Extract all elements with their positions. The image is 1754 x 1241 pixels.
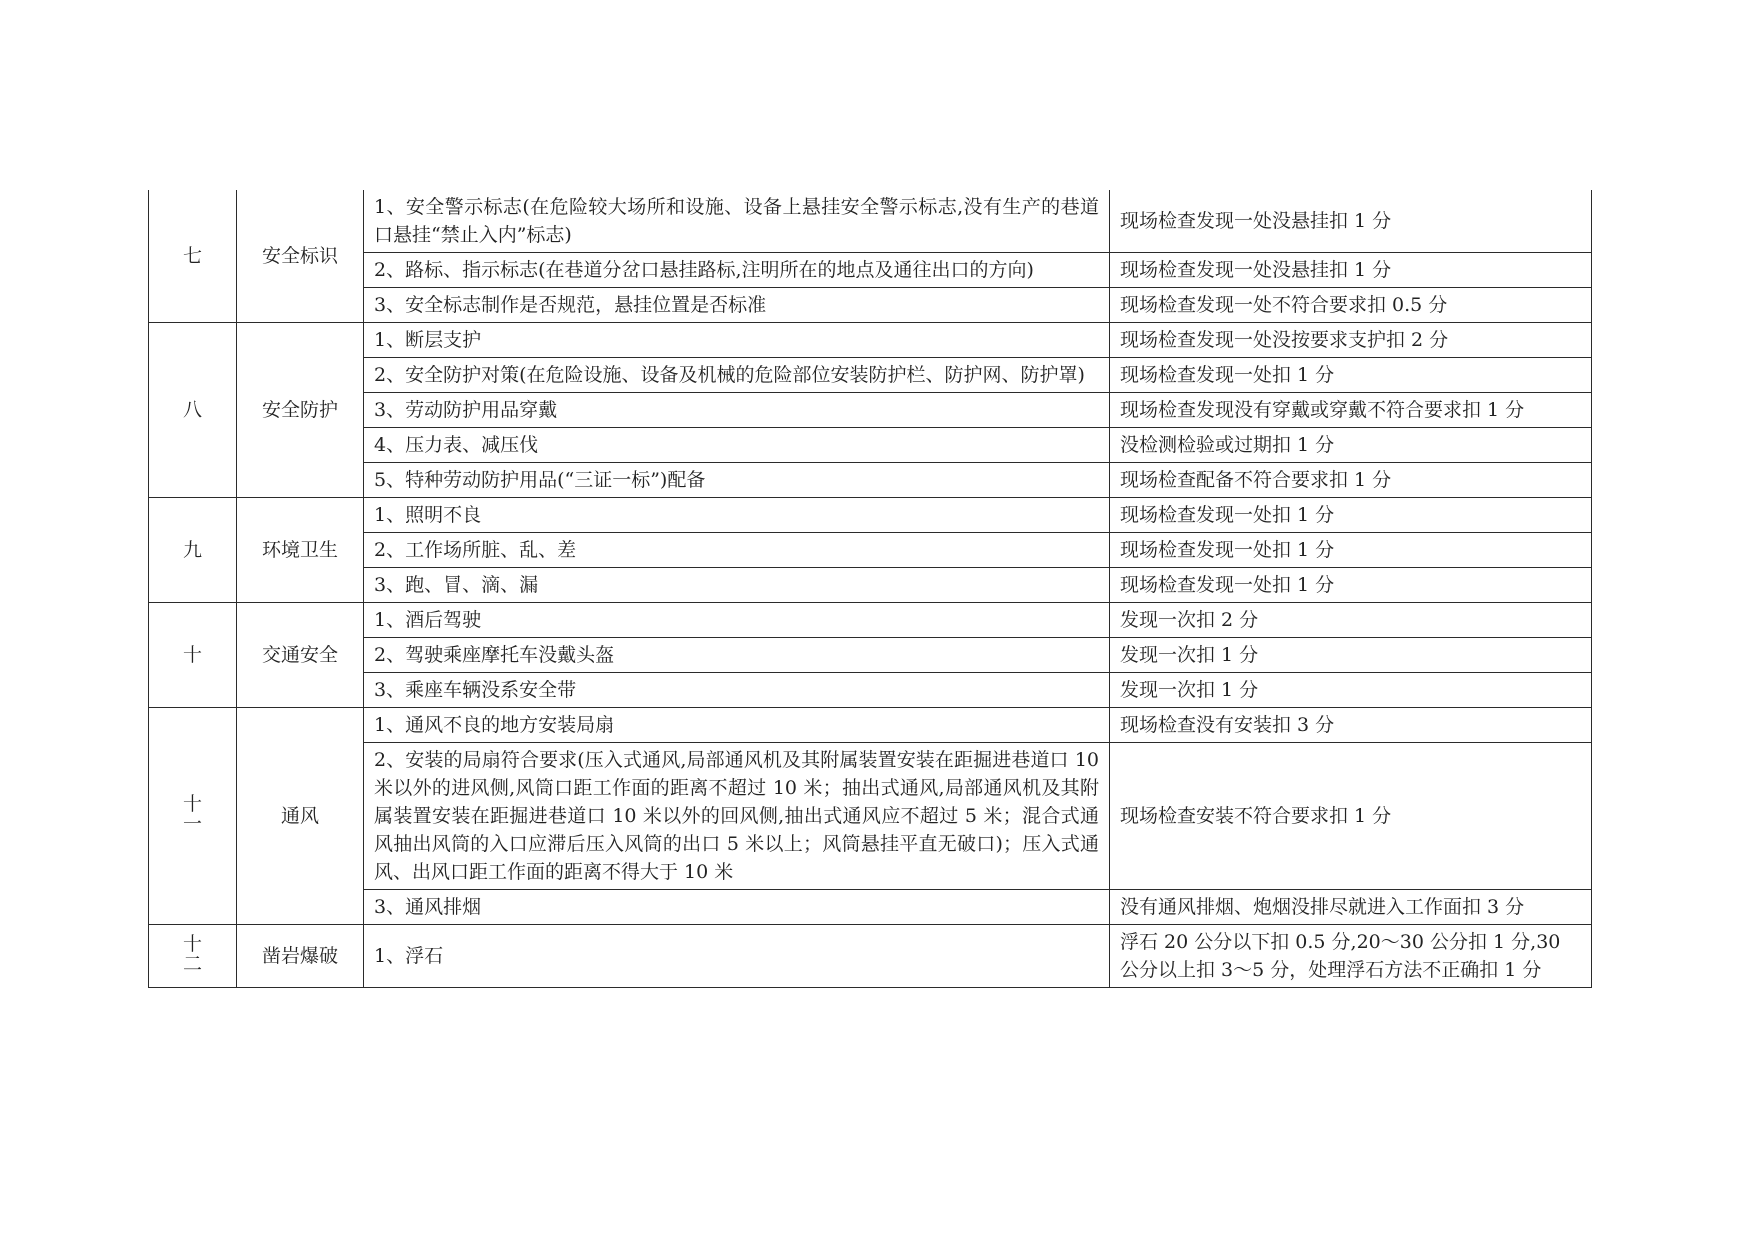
section-number (149, 708, 237, 925)
check-item: 2、安全防护对策(在危险设施、设备及机械的危险部位安装防护栏、防护网、防护罩) (364, 358, 1110, 393)
table-row (149, 708, 1592, 743)
check-item: 5、特种劳动防护用品(“三证一标”)配备 (364, 463, 1110, 498)
table-row (149, 288, 1592, 323)
section-category: 凿岩爆破 (237, 925, 364, 988)
table-row (149, 463, 1592, 498)
table-row (149, 253, 1592, 288)
check-item: 3、通风排烟 (364, 890, 1110, 925)
section-category: 安全防护 (237, 323, 364, 498)
section-number-text: 十一 (182, 793, 202, 835)
deduction-rule: 现场检查配备不符合要求扣 1 分 (1110, 463, 1592, 498)
table-row (149, 358, 1592, 393)
deduction-rule: 没有通风排烟、炮烟没排尽就进入工作面扣 3 分 (1110, 890, 1592, 925)
check-item: 3、乘座车辆没系安全带 (364, 673, 1110, 708)
deduction-rule: 现场检查发现一处不符合要求扣 0.5 分 (1110, 288, 1592, 323)
safety-checklist-table (148, 190, 1592, 988)
check-item: 3、安全标志制作是否规范，悬挂位置是否标准 (364, 288, 1110, 323)
section-number-text: 八 (182, 399, 202, 421)
deduction-rule: 现场检查安装不符合要求扣 1 分 (1110, 743, 1592, 890)
check-item: 1、浮石 (364, 925, 1110, 988)
deduction-rule: 现场检查发现一处没悬挂扣 1 分 (1110, 253, 1592, 288)
deduction-rule: 浮石 20 公分以下扣 0.5 分,20～30 公分扣 1 分,30 公分以上扣 3～5 分，处理浮石方法不正确扣 1 分 (1110, 925, 1592, 988)
check-item: 2、工作场所脏、乱、差 (364, 533, 1110, 568)
check-item: 2、安装的局扇符合要求(压入式通风,局部通风机及其附属装置安装在距掘进巷道口 10 米以外的进风侧,风筒口距工作面的距离不超过 10 米；抽出式通风,局部通风机及其附属装置安装在距掘进巷道口 10 米以外的回风侧,抽出式通风应不超过 5 米；混合式通风抽出风筒的入口应滞后压入风筒的出口 5 米以上；风筒悬挂平直无破口)；压入式通风、出风口距工作面的距离不得大于 10 米 (364, 743, 1110, 890)
section-number-text: 十 (182, 644, 202, 666)
section-number (149, 190, 237, 323)
check-item: 1、酒后驾驶 (364, 603, 1110, 638)
section-category: 通风 (237, 708, 364, 925)
section-number-text: 十二 (182, 933, 202, 975)
table-row (149, 568, 1592, 603)
deduction-rule: 现场检查发现一处扣 1 分 (1110, 568, 1592, 603)
check-item: 2、路标、指示标志(在巷道分岔口悬挂路标,注明所在的地点及通往出口的方向) (364, 253, 1110, 288)
deduction-rule: 现场检查发现一处扣 1 分 (1110, 358, 1592, 393)
table-row (149, 925, 1592, 988)
table-row (149, 533, 1592, 568)
table-row (149, 603, 1592, 638)
section-number (149, 323, 237, 498)
section-category: 安全标识 (237, 190, 364, 323)
check-item: 1、照明不良 (364, 498, 1110, 533)
section-number-text: 九 (182, 539, 202, 561)
deduction-rule: 没检测检验或过期扣 1 分 (1110, 428, 1592, 463)
check-item: 3、跑、冒、滴、漏 (364, 568, 1110, 603)
section-category: 环境卫生 (237, 498, 364, 603)
deduction-rule: 现场检查发现没有穿戴或穿戴不符合要求扣 1 分 (1110, 393, 1592, 428)
check-item: 1、通风不良的地方安装局扇 (364, 708, 1110, 743)
section-number (149, 498, 237, 603)
deduction-rule: 发现一次扣 1 分 (1110, 638, 1592, 673)
section-number (149, 925, 237, 988)
checklist-body (149, 190, 1592, 988)
section-number-text: 七 (182, 245, 202, 267)
deduction-rule: 现场检查发现一处没按要求支护扣 2 分 (1110, 323, 1592, 358)
table-row (149, 393, 1592, 428)
deduction-rule: 现场检查发现一处扣 1 分 (1110, 533, 1592, 568)
check-item: 4、压力表、减压伐 (364, 428, 1110, 463)
check-item: 1、断层支护 (364, 323, 1110, 358)
deduction-rule: 发现一次扣 1 分 (1110, 673, 1592, 708)
table-row (149, 498, 1592, 533)
table-row (149, 323, 1592, 358)
check-item: 2、驾驶乘座摩托车没戴头盔 (364, 638, 1110, 673)
deduction-rule: 现场检查发现一处没悬挂扣 1 分 (1110, 190, 1592, 253)
table-row (149, 428, 1592, 463)
table-row (149, 638, 1592, 673)
table-row (149, 743, 1592, 890)
section-category: 交通安全 (237, 603, 364, 708)
deduction-rule: 现场检查发现一处扣 1 分 (1110, 498, 1592, 533)
table-row (149, 890, 1592, 925)
table-row (149, 673, 1592, 708)
deduction-rule: 发现一次扣 2 分 (1110, 603, 1592, 638)
deduction-rule: 现场检查没有安装扣 3 分 (1110, 708, 1592, 743)
table-row (149, 190, 1592, 253)
section-number (149, 603, 237, 708)
check-item: 1、安全警示标志(在危险较大场所和设施、设备上悬挂安全警示标志,没有生产的巷道口悬挂“禁止入内”标志) (364, 190, 1110, 253)
check-item: 3、劳动防护用品穿戴 (364, 393, 1110, 428)
